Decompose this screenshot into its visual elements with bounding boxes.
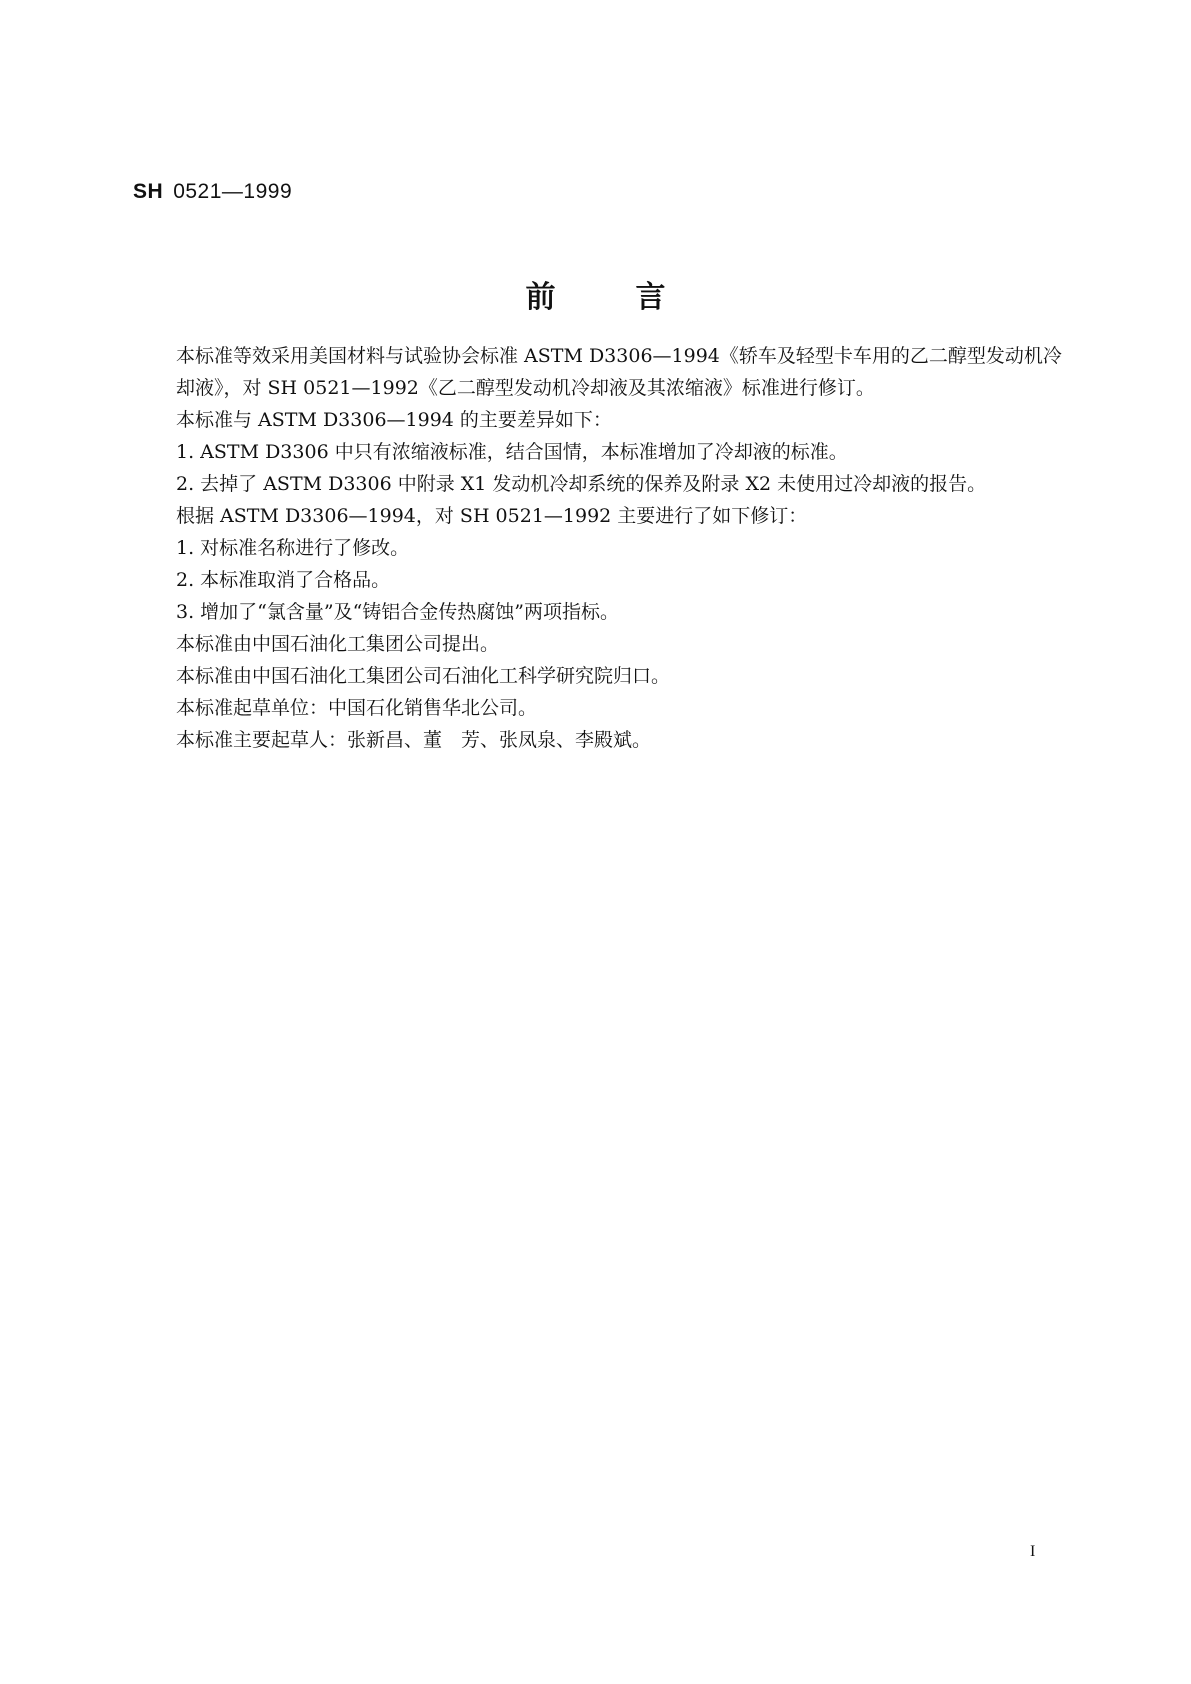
list-item-revision-3: 3. 增加了“氯含量”及“铸铝合金传热腐蚀”两项指标。 xyxy=(176,601,620,623)
paragraph-proposer: 本标准由中国石油化工集团公司提出。 xyxy=(176,633,500,655)
list-item-difference-2: 2. 去掉了 ASTM D3306 中附录 X1 发动机冷却系统的保养及附录 X2 未使用过冷却液的报告。 xyxy=(176,473,987,495)
standard-number: 0521—1999 xyxy=(173,180,293,203)
paragraph-adoption: 本标准等效采用美国材料与试验协会标准 ASTM D3306—1994《轿车及轻型卡车用的乙二醇型发动机冷却液》，对 SH 0521—1992《乙二醇型发动机冷却液及其浓缩液》标准进行修订。 xyxy=(176,345,1062,399)
foreword-body xyxy=(135,340,1070,756)
paragraph-differences-intro: 本标准与 ASTM D3306—1994 的主要差异如下： xyxy=(176,409,612,431)
page-title: 前言 xyxy=(525,280,746,315)
page-number: I xyxy=(1030,1543,1036,1560)
paragraph-drafters: 本标准主要起草人：张新昌、董 芳、张凤泉、李殿斌。 xyxy=(176,729,652,751)
list-item-revision-1: 1. 对标准名称进行了修改。 xyxy=(176,537,410,559)
list-item-difference-1: 1. ASTM D3306 中只有浓缩液标准，结合国情，本标准增加了冷却液的标准。 xyxy=(176,441,848,463)
paragraph-centralized-by: 本标准由中国石油化工集团公司石油化工科学研究院归口。 xyxy=(176,665,671,687)
standard-code xyxy=(133,180,292,204)
paragraph-drafting-unit: 本标准起草单位：中国石化销售华北公司。 xyxy=(176,697,538,719)
standard-prefix: SH xyxy=(133,180,164,203)
paragraph-revisions-intro: 根据 ASTM D3306—1994，对 SH 0521—1992 主要进行了如下修订： xyxy=(176,505,808,527)
list-item-revision-2: 2. 本标准取消了合格品。 xyxy=(176,569,391,591)
